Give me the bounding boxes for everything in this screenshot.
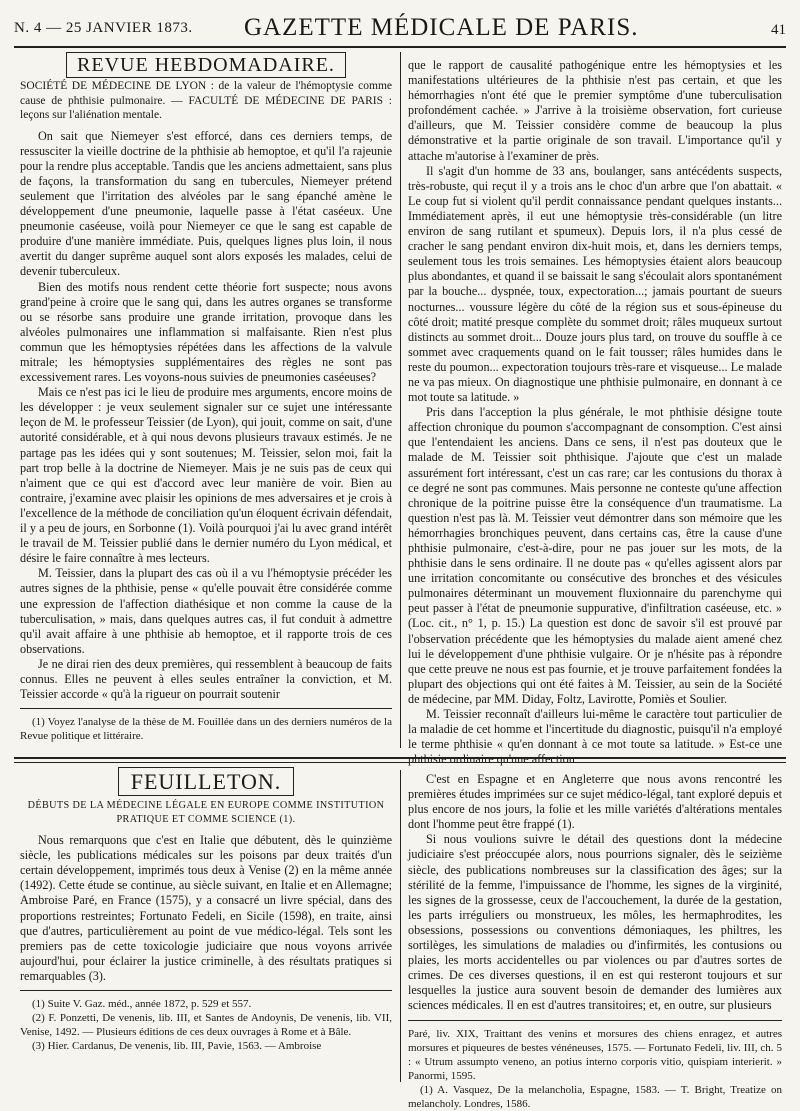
issue-date: N. 4 — 25 JANVIER 1873. [14, 20, 193, 36]
column-divider [400, 770, 401, 1082]
paragraph: C'est en Espagne et en Angleterre que nous avons rencontré les premières études imprimées sur ce sujet médico-légal, tant exploré depuis et plus encore de nos jours, la folie et les mille variétés d'altérations mentales dont l'homme peut être frappé (1). [408, 772, 782, 832]
page-number: 41 [771, 22, 786, 38]
footnote: (3) Hier. Cardanus, De venenis, lib. III, Pavie, 1563. — Ambroise [32, 1040, 322, 1053]
paragraph: Si nous voulions suivre le détail des questions dont la médecine judiciaire s'est préoccupée alors, nous pourrions signaler, dès le seizième siècle, des publications nombreuses sur la classification des âges; sur la stérilité de la femme, l'impuissance de l'homme, les signes de la virginité, les signes de la grossesse, ceux de l'accouchement, la durée de la gestation, les parts irréguliers ou monstrueux, les môles, les hermaphrodites, les obsessions, possessions ou conventions démoniaques, les philtres, les sortilèges, les simulations de maladies ou d'infirmités, les contusions ou plaies, les morts accidentelles ou par violences ou par d'autres sortes de crimes. De ces diverses questions, il en est qui resteront toujours et sur lesquelles la justice aura souvent besoin de demander des lumières aux sciences médicales. Il en est d'autres transitoires; et, en outre, sur plusieurs [408, 832, 782, 1013]
footnote-rule [20, 708, 392, 709]
paragraph: Mais ce n'est pas ici le lieu de produire mes arguments, encore moins de les développer : je veux seulement signaler sur ce sujet une intéressante leçon de M. le professeur Teissier (de Lyon), qui jouit, comme on sait, d'une autorité considérable, et à qui nous devons plusieurs travaux estimés. Je ne partage pas les idées qui y sont soutenues; M. Teissier, selon moi, fait la part trop belle à la doctrine de Niemeyer. Mais je ne suis pas de ceux qui n'aiment que ce qui est d'accord avec leur manière de voir. Bien au contraire, j'examine avec plaisir les opinions de mes adversaires et je crois à l'excellence de la méthode de conciliation qu'un éloquent écrivain défendait, il y a peu de jours, en Sorbonne (1). Voilà pourquoi j'ai lu avec grand intérêt le travail de M. Teissier publié dans le dernier numéro du Lyon médical, et désire le faire connaître à mes lecteurs. [20, 385, 392, 566]
footnote: (2) F. Ponzetti, De venenis, lib. III, et Santes de Andoynis, De venenis, lib. VII, Venise, 1492. — Plusieurs éditions de ces deux ouvrages à Rome et à Bâle. [20, 1012, 392, 1039]
page-header [14, 14, 786, 44]
paragraph: que le rapport de causalité pathogénique entre les hémoptysies et les manifestations ultérieures de la phthisie n'est pas certain, et que les hémorrhagies n'ont été que le premier symptôme d'une tuberculisation profondément cachée. » J'arrive à la troisième observation, fort curieuse d'ailleurs, que M. Teissier considère comme de beaucoup la plus démonstrative et la partie originale de son travail. L'importance qu'il y attache m'autorise à l'examiner de près. [408, 58, 782, 163]
section-rule-thin [14, 762, 786, 763]
revue-left-column [20, 52, 392, 752]
paragraph: Pris dans l'acception la plus générale, le mot phthisie désigne toute affection chronique du poumon s'accompagnant de consomption. C'est ainsi que l'entendaient les anciens. Dans ce sens, il n'est pas douteux que le malade de M. Teissier soit phthisique. J'ajoute que c'est un malade assurément fort intéressant, c'est un cas rare; car les contusions du thorax à ce degré ne sont pas communes. Mais personne ne conteste qu'une affection chronique de la poitrine puisse être la conséquence d'un traumatisme. La question n'est pas là. M. Teissier veut démontrer dans son mémoire que les hémorrhagies bronchiques peuvent, dans certains cas, être la cause d'une phthisie pulmonaire, c'est-à-dire, pour ne pas jouer sur les mots, de la phthisie dans le sens ordinaire. Il ne doute pas « qu'elles agissent alors par une irritation concomitante ou consécutive des bronches et des vésicules pulmonaires déterminant un mouvement fluxionnaire du parenchyme qui peut passer à l'état de pneumonie suppurative, d'infiltration caséeuse, etc. » (Loc. cit., n° 1, p. 15.) La question est donc de savoir s'il est prouvé par l'observation précédente que les hémoptysies du malade aient amené chez lui le développement d'une phthisie vulgaire. Or je n'hésite pas à répondre que cette preuve ne nous est pas fournie, et je trouve parfaitement fondées la plupart des objections qui ont été faites à M. Teissier, au sein de la Société de médecine, par MM. Diday, Foltz, Lavirotte, Pomiès et Soulier. [408, 405, 782, 706]
paragraph: M. Teissier reconnaît d'ailleurs lui-même le caractère tout particulier de la maladie de cet homme et l'incertitude du diagnostic, puisqu'il n'a employé le terme phthisie « qu'en donnant à ce mot toute sa latitude. » Est-ce une phthisie ordinaire qu'une affection [408, 707, 782, 767]
feuilleton-title: FEUILLETON. [20, 774, 392, 789]
footnote: (1) Voyez l'analyse de la thèse de M. Fouillée dans un des derniers numéros de la Revue politique et littéraire. [20, 716, 392, 743]
paragraph: Je ne dirai rien des deux premières, qui ressemblent à beaucoup de faits connus. Elles ne peuvent à elles seules entraîner la conviction, et M. Teissier accorde « qu'à la rigueur on pourrait soutenir [20, 656, 392, 702]
feuilleton-right-column [408, 772, 782, 1110]
footnote: Paré, liv. XIX, Traittant des venins et morsures des chiens enragez, et autres morsures et piqueures de bestes vénéneuses, 1575. — Fortunato Fedeli, liv. III, ch. 5 : « Utrum assumpto veneno, an potius interno corporis vitio, quispiam interierit. » Panormi, 1595. [408, 1027, 782, 1082]
footnote: (1) A. Vasquez, De la melancholia, Espagne, 1583. — T. Bright, Treatize on melancholy. Londres, 1586. [408, 1083, 782, 1110]
footnotes [20, 997, 392, 1053]
paragraph: Nous remarquons que c'est en Italie que débutent, dès le quinzième siècle, les publications médicales sur les poisons par deux traités d'un certain développement, imprimés tous deux à Venise (2) en la même année (1492). Cette étude se continue, au siècle suivant, en Italie et en Allemagne; Ambroise Paré, en France (1575), y a consacré un livre spécial, dans des proportions restreintes; Fortunato Fedeli, en Sicile (1598), en traite, ainsi que d'autres, particulièrement au point de vue médico-légal. Tels sont les premiers pas de cette toxicologie judiciaire que nous voyons arrivée aujourd'hui, pour éclairer la justice criminelle, à des résultats pratiques si remarquables (3). [20, 833, 392, 983]
column-divider [400, 52, 401, 748]
feuilleton-left-column [20, 770, 392, 1082]
section-rule [14, 757, 786, 759]
footnote: (1) Suite V. Gaz. méd., année 1872, p. 529 et 557. [32, 998, 252, 1011]
paragraph: On sait que Niemeyer s'est efforcé, dans ces derniers temps, de ressusciter la vieille doctrine de la phthisie ab hemoptoe, et qu'il l'a rajeunie pour la rendre plus acceptable. Tandis que les anciens admettaient, sans plus de façons, la transformation du sang en tubercules, Niemeyer prétend seulement que l'irritation des alvéoles par le sang épanché amène le développement d'une pneumonie, laquelle passe à l'état caséeux. Une pneumonie caséeuse, voilà pour Niemeyer ce que le sang est capable de produire d'une manière immédiate. Puis, quelques lignes plus loin, il nous avertit du danger suprême auquel sont alors exposés les malades, celui de devenir tuberculeux. [20, 128, 392, 279]
revue-subtitle: SOCIÉTÉ DE MÉDECINE DE LYON : de la valeur de l'hémoptysie comme cause de phthisie pulmonaire. — FACULTÉ DE MÉDECINE DE PARIS : leçons sur l'aliénation mentale. [20, 80, 392, 122]
newspaper-title: GAZETTE MÉDICALE DE PARIS. [244, 14, 639, 41]
revue-right-column [408, 58, 782, 767]
paragraph: Il s'agit d'un homme de 33 ans, boulanger, sans antécédents suspects, très-robuste, qui reçut il y a trois ans le choc d'un arbre que l'on abattait. « Le coup fut si violent qu'il perdit connaissance pendant quelques instants... Immédiatement après, il eut une hémoptysie très-considérable (un litre environ de sang rutilant et spumeux). Depuis lors, il n'a plus cessé de cracher le sang pendant environ dix-huit mois, et, dans les derniers temps, seulement tous les trois semaines. Les hémoptysies étaient alors beaucoup plus abondantes, et quand il se baissait le sang s'écoulait alors spontanément par la bouche... dyspnée, toux, expectoration...; jamais pourtant de sueurs nocturnes... voussure légère du côté de la région sus et sous-épineuse du côté droit; matité presque complète du sommet droit; râles muqueux surtout distincts au sommet droit... Douze jours plus tard, on trouve du souffle à ce sommet avec craquements quand on le fait tousser; râles humides dans le reste du poumon... expectoration toujours très-rare et visqueuse... Le malade ne va pas mieux. On diagnostique une phthisie pulmonaire, en donnant à ce mot toute sa latitude. » [408, 163, 782, 405]
footnotes [408, 1027, 782, 1111]
footnote-rule [20, 990, 392, 991]
header-rule [14, 46, 786, 48]
footnote-rule [408, 1020, 782, 1021]
paragraph: Bien des motifs nous rendent cette théorie fort suspecte; nous avons grand'peine à croire que le sang qui, dans les autres organes se transforme ou se résorbe sans produire une grande irritation, provoque dans les alvéoles pulmonaires une inflammation si malfaisante. Rien n'est plus commun que les hémoptysies répétées dans les affections de la valvule mitrale; les hémoptysies supplémentaires des règles ne sont pas excessivement rares. Les voyons-nous suivies de pneumonies caséeuses? [20, 279, 392, 385]
revue-title: REVUE HEBDOMADAIRE. [20, 58, 392, 73]
paragraph: M. Teissier, dans la plupart des cas où il a vu l'hémoptysie précéder les autres signes de la phthisie, pense « qu'elle pouvait être considérée comme une expression de l'affection diathésique et non comme la cause de la tuberculisation, » mais, dans quelques autres cas, il fut conduit à admettre qu'il avait affaire à une phthisie ab hemoptoe, et il rapporte trois de ces observations. [20, 566, 392, 656]
feuilleton-subtitle: DÉBUTS DE LA MÉDECINE LÉGALE EN EUROPE COMME INSTITUTION PRATIQUE ET COMME SCIENCE (1). [27, 800, 385, 826]
